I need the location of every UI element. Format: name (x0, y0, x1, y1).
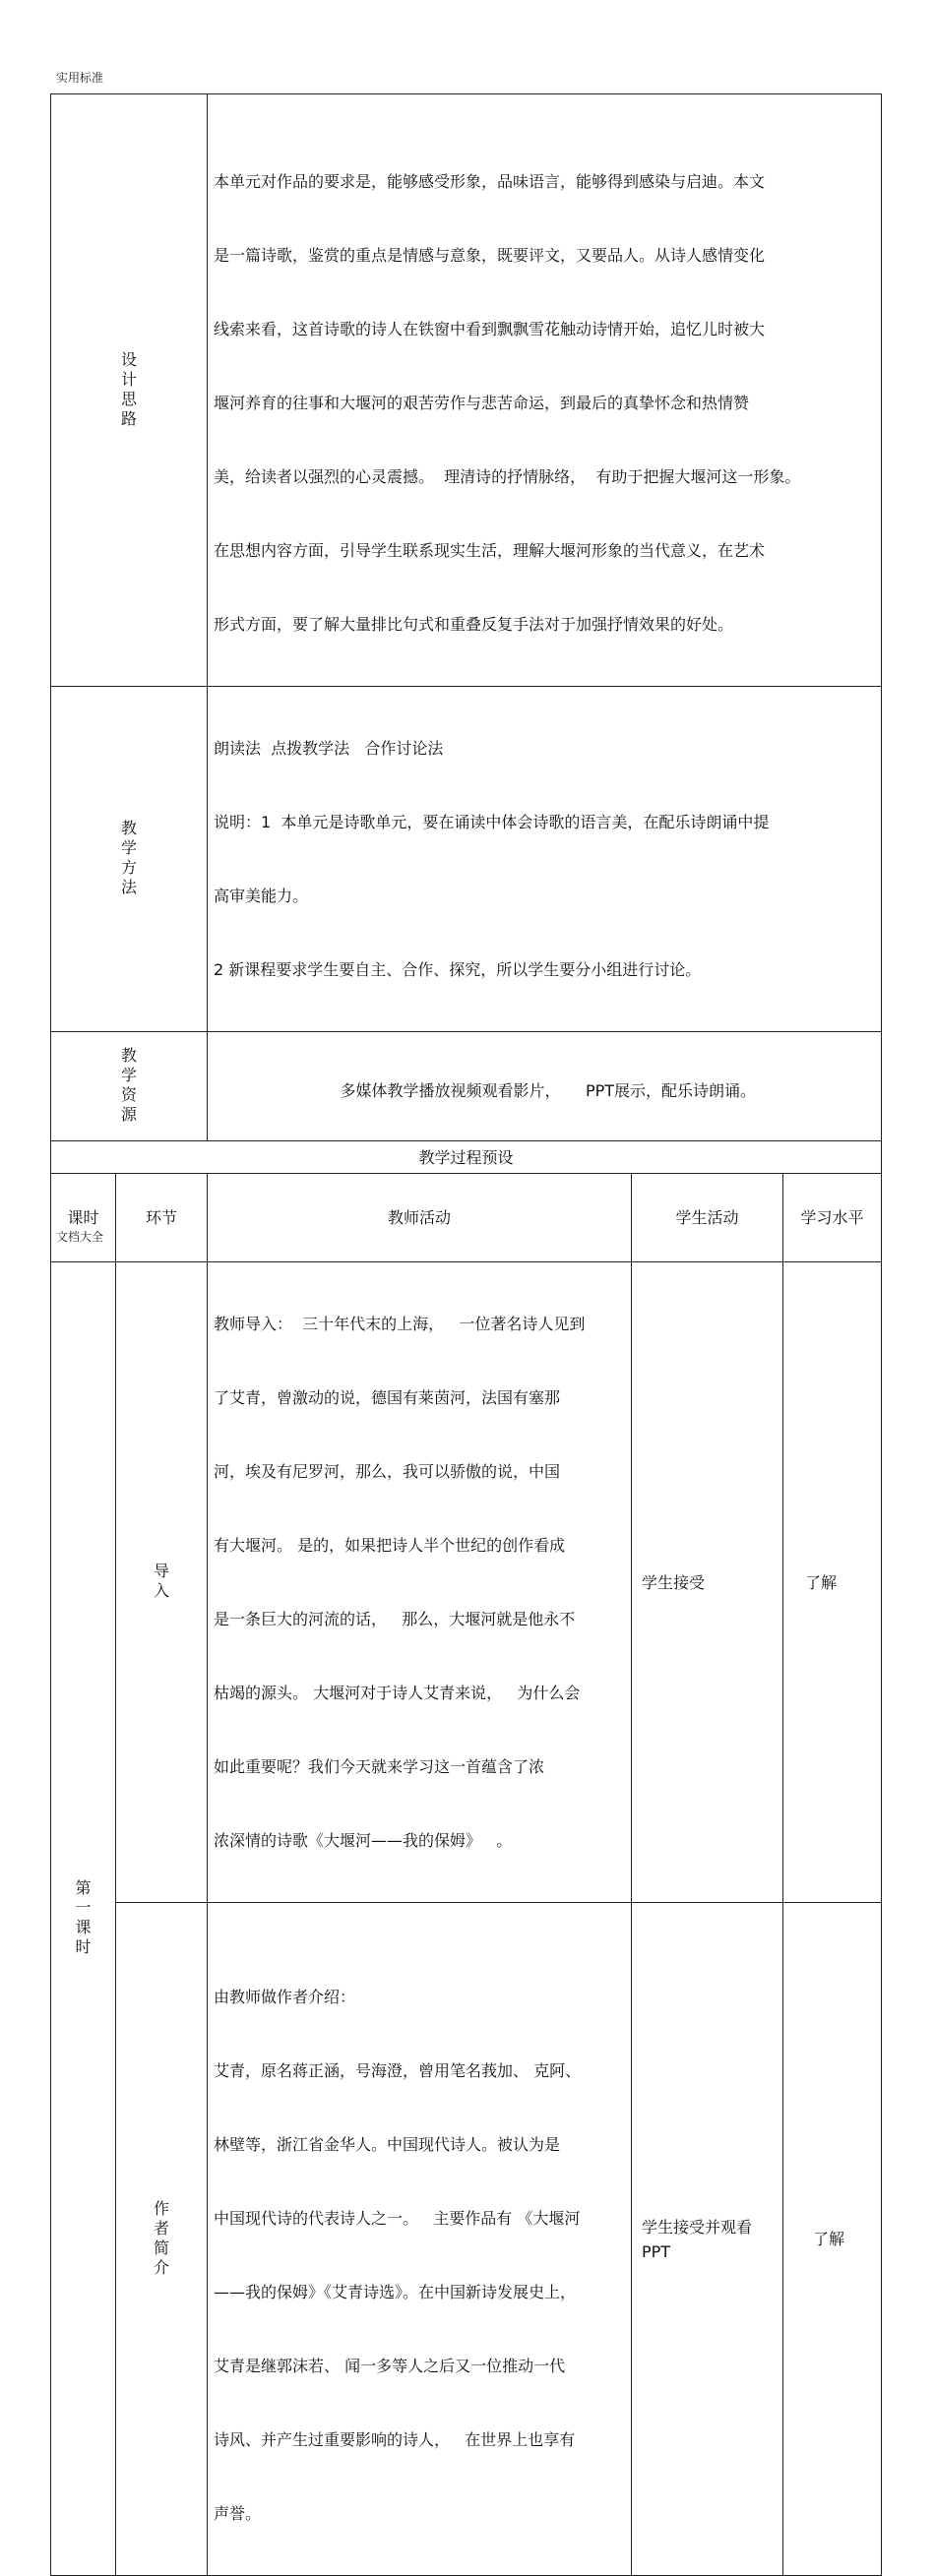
col-period-header: 课时 (51, 1174, 116, 1262)
student-line: PPT (642, 2241, 671, 2261)
col-level-header: 学习水平 (783, 1174, 882, 1262)
process-title: 教学过程预设 (51, 1141, 882, 1174)
column-header-row (51, 1174, 882, 1262)
resource-content (208, 1032, 882, 1141)
stage-cell (116, 1262, 208, 1903)
design-line: 在思想内容方面，引导学生联系现实生活，理解大堰河形象的当代意义，在艺术 (214, 541, 766, 560)
lesson-plan-table (50, 93, 882, 2576)
teacher-line: 诗风、并产生过重要影响的诗人， 在世界上也享有 (214, 2430, 576, 2449)
learning-level: 了解 (783, 1262, 882, 1903)
teacher-line: 声誉。 (214, 2504, 262, 2523)
design-line: 本单元对作品的要求是，能够感受形象，品味语言，能够得到感染与启迪。本文 (214, 172, 766, 191)
student-line: 学生接受并观看 (642, 2217, 753, 2237)
method-line: 说明：1 本单元是诗歌单元，要在诵读中体会诗歌的语言美，在配乐诗朗诵中提 (214, 813, 770, 831)
resource-label: 教学资源 (120, 1046, 137, 1124)
col-student-header: 学生活动 (632, 1174, 783, 1262)
method-line: 朗读法 点拨教学法 合作讨论法 (214, 739, 444, 758)
process-title-row (51, 1141, 882, 1174)
table-row (51, 1262, 882, 1903)
stage-label: 作者简介 (153, 2198, 169, 2277)
resource-label-cell (51, 1032, 208, 1141)
method-label-cell (51, 687, 208, 1032)
teacher-line: 艾青，原名蒋正涵，号海澄，曾用笔名莪加、 克阿、 (214, 2061, 582, 2080)
page-header: 实用标准 (56, 71, 104, 85)
design-label: 设计思路 (120, 349, 137, 428)
teacher-line: 由教师做作者介绍： (214, 1988, 356, 2006)
stage-cell (116, 1903, 208, 2576)
method-label: 教学方法 (120, 819, 137, 896)
teacher-line: 河，埃及有尼罗河，那么，我可以骄傲的说，中国 (214, 1462, 561, 1481)
teacher-line: 了艾青，曾激动的说，德国有莱茵河，法国有塞那 (214, 1388, 561, 1407)
table-row (51, 1903, 882, 2576)
period-label: 第一课时 (75, 1878, 92, 1956)
stage-label: 导入 (153, 1562, 169, 1600)
teacher-line: 浓深情的诗歌《大堰河——我的保姆》 。 (214, 1831, 513, 1850)
design-line: 是一篇诗歌，鉴赏的重点是情感与意象，既要评文，又要品人。从诗人感情变化 (214, 246, 766, 265)
teacher-activity (208, 1262, 632, 1903)
method-line: 高审美能力。 (214, 887, 309, 905)
teacher-line: 枯竭的源头。 大堰河对于诗人艾青来说， 为什么会 (214, 1684, 581, 1702)
method-row (51, 687, 882, 1032)
teacher-line: ——我的保姆》《艾青诗选》。在中国新诗发展史上， (214, 2283, 577, 2301)
teacher-activity (208, 1903, 632, 2576)
method-content (208, 687, 882, 1032)
teacher-line: 林壁等，浙江省金华人。中国现代诗人。被认为是 (214, 2135, 561, 2154)
teacher-line: 有大堰河。 是的，如果把诗人半个世纪的创作看成 (214, 1536, 566, 1555)
student-activity: 学生接受 (632, 1262, 783, 1903)
teacher-line: 中国现代诗的代表诗人之一。 主要作品有 《大堰河 (214, 2209, 581, 2228)
design-label-cell (51, 94, 208, 687)
teacher-line: 教师导入： 三十年代末的上海， 一位著名诗人见到 (214, 1315, 586, 1333)
design-line: 线索来看，这首诗歌的诗人在铁窗中看到飘飘雪花触动诗情开始，追忆儿时被大 (214, 320, 766, 338)
teacher-line: 如此重要呢？我们今天就来学习这一首蕴含了浓 (214, 1757, 545, 1776)
page-footer: 文档大全 (56, 1230, 104, 1244)
learning-level: 了解 (783, 1903, 882, 2576)
design-row (51, 94, 882, 687)
design-content (208, 94, 882, 687)
resource-row (51, 1032, 882, 1141)
period-cell (51, 1262, 116, 2576)
col-stage-header: 环节 (116, 1174, 208, 1262)
method-line: 2 新课程要求学生要自主、合作、探究，所以学生要分小组进行讨论。 (214, 960, 702, 979)
teacher-line: 艾青是继郭沫若、 闻一多等人之后又一位推动一代 (214, 2357, 566, 2375)
teacher-line: 是一条巨大的河流的话， 那么，大堰河就是他永不 (214, 1610, 576, 1628)
design-line: 形式方面，要了解大量排比句式和重叠反复手法对于加强抒情效果的好处。 (214, 615, 734, 634)
design-line: 堰河养育的往事和大堰河的艰苦劳作与悲苦命运，到最后的真挚怀念和热情赞 (214, 394, 750, 412)
resource-text: 多媒体教学播放视频观看影片， PPT展示，配乐诗朗诵。 (340, 1081, 757, 1100)
col-teacher-header: 教师活动 (208, 1174, 632, 1262)
student-activity (632, 1903, 783, 2576)
design-line: 美，给读者以强烈的心灵震撼。 理清诗的抒情脉络， 有助于把握大堰河这一形象。 (214, 467, 801, 486)
